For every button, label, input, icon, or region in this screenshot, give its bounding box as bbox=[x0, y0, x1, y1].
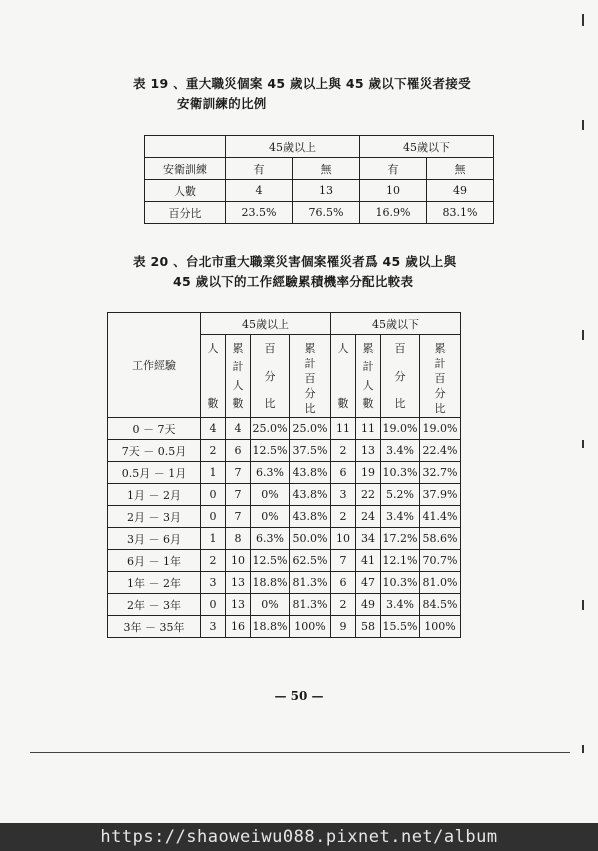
table-row bbox=[108, 594, 461, 616]
table-cell: 2 bbox=[331, 594, 356, 616]
margin-mark bbox=[582, 14, 584, 26]
table-cell: 43.8% bbox=[290, 462, 331, 484]
table-cell: 19.0% bbox=[420, 418, 461, 440]
subheader-char: 比 bbox=[394, 397, 406, 410]
table-cell: 10 bbox=[331, 528, 356, 550]
table-cell: 58 bbox=[356, 616, 381, 638]
table-cell: 12.5% bbox=[251, 550, 290, 572]
table-cell: 0% bbox=[251, 484, 290, 506]
table-cell: 0 bbox=[201, 506, 226, 528]
subheader-char: 數 bbox=[232, 396, 244, 410]
subheader-char: 數 bbox=[207, 397, 219, 410]
table20-group-above: 45歲以上 bbox=[201, 313, 331, 335]
row-label: 1年 － 2年 bbox=[108, 572, 201, 594]
table-cell: 11 bbox=[331, 418, 356, 440]
table-cell: 76.5% bbox=[293, 202, 360, 224]
table-cell: 11 bbox=[356, 418, 381, 440]
subheader-char: 數 bbox=[362, 396, 374, 410]
table-cell: 10.3% bbox=[381, 462, 420, 484]
table19 bbox=[144, 135, 494, 224]
margin-mark bbox=[582, 440, 584, 448]
row-label: 2月 － 3月 bbox=[108, 506, 201, 528]
row-label: 百分比 bbox=[145, 202, 226, 224]
subheader-char: 比 bbox=[434, 402, 446, 415]
subheader-char: 分 bbox=[434, 387, 446, 400]
table-cell: 無 bbox=[427, 158, 494, 180]
table-cell: 13 bbox=[226, 594, 251, 616]
table-cell: 12.5% bbox=[251, 440, 290, 462]
table-row bbox=[108, 528, 461, 550]
row-label: 6月 － 1年 bbox=[108, 550, 201, 572]
table-row bbox=[108, 572, 461, 594]
table-cell: 0% bbox=[251, 506, 290, 528]
subheader-stack bbox=[420, 335, 460, 417]
table-cell: 81.3% bbox=[290, 594, 331, 616]
table-cell: 18.8% bbox=[251, 616, 290, 638]
subheader-char: 計 bbox=[304, 357, 316, 370]
row-label: 3月 － 6月 bbox=[108, 528, 201, 550]
subheader-char: 百 bbox=[394, 342, 406, 355]
table-cell: 12.1% bbox=[381, 550, 420, 572]
table-cell: 3 bbox=[201, 616, 226, 638]
subheader-char: 百 bbox=[434, 372, 446, 385]
table-cell: 3 bbox=[331, 484, 356, 506]
table-cell: 13 bbox=[356, 440, 381, 462]
table20 bbox=[107, 312, 461, 638]
table-cell: 3.4% bbox=[381, 506, 420, 528]
subheader-stack bbox=[251, 335, 289, 417]
table-cell: 15.5% bbox=[381, 616, 420, 638]
table-cell: 19.0% bbox=[381, 418, 420, 440]
table20-subheader bbox=[420, 335, 461, 418]
subheader-stack bbox=[356, 335, 380, 417]
table-cell: 100% bbox=[290, 616, 331, 638]
subheader-char: 計 bbox=[434, 357, 446, 370]
table19-group-below: 45歲以下 bbox=[360, 136, 494, 158]
table-cell: 70.7% bbox=[420, 550, 461, 572]
table-row bbox=[145, 180, 494, 202]
subheader-char: 計 bbox=[362, 360, 374, 374]
subheader-char: 數 bbox=[337, 397, 349, 410]
subheader-char: 人 bbox=[207, 342, 219, 355]
table-cell: 37.5% bbox=[290, 440, 331, 462]
table19-caption-line2: 安衛訓練的比例 bbox=[177, 96, 267, 111]
table20-subheader bbox=[381, 335, 420, 418]
table19-corner-cell bbox=[145, 136, 226, 158]
table-cell: 0% bbox=[251, 594, 290, 616]
subheader-char: 人 bbox=[232, 378, 244, 392]
bottom-rule bbox=[30, 752, 570, 753]
table-cell: 100% bbox=[420, 616, 461, 638]
table20-subheader bbox=[201, 335, 226, 418]
subheader-stack bbox=[226, 335, 250, 417]
table-cell: 19 bbox=[356, 462, 381, 484]
table-cell: 2 bbox=[331, 506, 356, 528]
table-cell: 24 bbox=[356, 506, 381, 528]
table-cell: 2 bbox=[331, 440, 356, 462]
table-cell: 16.9% bbox=[360, 202, 427, 224]
table-cell: 無 bbox=[293, 158, 360, 180]
table-cell: 有 bbox=[360, 158, 427, 180]
table-row bbox=[108, 506, 461, 528]
table-cell: 有 bbox=[226, 158, 293, 180]
subheader-stack bbox=[290, 335, 330, 417]
table-cell: 81.3% bbox=[290, 572, 331, 594]
table-cell: 34 bbox=[356, 528, 381, 550]
table-cell: 22 bbox=[356, 484, 381, 506]
row-label: 3年 － 35年 bbox=[108, 616, 201, 638]
table-cell: 7 bbox=[226, 506, 251, 528]
table-cell: 50.0% bbox=[290, 528, 331, 550]
table-cell: 3.4% bbox=[381, 594, 420, 616]
table-cell: 32.7% bbox=[420, 462, 461, 484]
table20-caption-line1: 表 20 、台北市重大職業災害個案罹災者爲 45 歲以上與 bbox=[133, 254, 457, 269]
table-cell: 17.2% bbox=[381, 528, 420, 550]
table-cell: 62.5% bbox=[290, 550, 331, 572]
table-cell: 37.9% bbox=[420, 484, 461, 506]
row-label: 2年 － 3年 bbox=[108, 594, 201, 616]
table-cell: 0 bbox=[201, 594, 226, 616]
table20-group-row bbox=[108, 313, 461, 335]
table-row bbox=[145, 158, 494, 180]
table-cell: 13 bbox=[293, 180, 360, 202]
margin-mark bbox=[582, 600, 584, 610]
table-cell: 41.4% bbox=[420, 506, 461, 528]
row-label: 1月 － 2月 bbox=[108, 484, 201, 506]
table-cell: 4 bbox=[201, 418, 226, 440]
row-label: 人數 bbox=[145, 180, 226, 202]
subheader-char: 累 bbox=[362, 342, 374, 355]
margin-mark bbox=[582, 330, 584, 340]
subheader-stack bbox=[201, 335, 225, 417]
subheader-char: 分 bbox=[394, 369, 406, 383]
table-row bbox=[145, 202, 494, 224]
table20-group-below: 45歲以下 bbox=[331, 313, 461, 335]
table-row bbox=[108, 484, 461, 506]
subheader-char: 人 bbox=[337, 342, 349, 355]
table-row bbox=[108, 616, 461, 638]
subheader-char: 比 bbox=[264, 397, 276, 410]
table-row bbox=[108, 550, 461, 572]
subheader-char: 累 bbox=[304, 342, 316, 355]
table-cell: 13 bbox=[226, 572, 251, 594]
subheader-char: 累 bbox=[232, 342, 244, 355]
table-cell: 4 bbox=[226, 418, 251, 440]
table-cell: 16 bbox=[226, 616, 251, 638]
table-cell: 3.4% bbox=[381, 440, 420, 462]
row-label: 7天 － 0.5月 bbox=[108, 440, 201, 462]
table-cell: 10 bbox=[360, 180, 427, 202]
table-cell: 1 bbox=[201, 528, 226, 550]
table-row bbox=[108, 440, 461, 462]
table-cell: 4 bbox=[226, 180, 293, 202]
table-cell: 2 bbox=[201, 440, 226, 462]
table-row bbox=[108, 418, 461, 440]
table-cell: 49 bbox=[356, 594, 381, 616]
subheader-char: 人 bbox=[362, 378, 374, 392]
table-cell: 43.8% bbox=[290, 506, 331, 528]
table-cell: 1 bbox=[201, 462, 226, 484]
table-cell: 7 bbox=[331, 550, 356, 572]
table20-row-header: 工作經驗 bbox=[108, 313, 201, 418]
subheader-char: 計 bbox=[232, 360, 244, 374]
subheader-stack bbox=[331, 335, 355, 417]
table-cell: 81.0% bbox=[420, 572, 461, 594]
margin-mark bbox=[582, 745, 584, 753]
table20-caption-line2: 45 歲以下的工作經驗累積機率分配比較表 bbox=[173, 274, 414, 289]
table-cell: 18.8% bbox=[251, 572, 290, 594]
table20-subheader bbox=[226, 335, 251, 418]
table-cell: 47 bbox=[356, 572, 381, 594]
table20-subheader bbox=[356, 335, 381, 418]
table20-subheader bbox=[331, 335, 356, 418]
table19-group-above: 45歲以上 bbox=[226, 136, 360, 158]
table-cell: 6.3% bbox=[251, 462, 290, 484]
table-cell: 10.3% bbox=[381, 572, 420, 594]
table-cell: 2 bbox=[201, 550, 226, 572]
table-cell: 5.2% bbox=[381, 484, 420, 506]
table-cell: 7 bbox=[226, 484, 251, 506]
table-cell: 25.0% bbox=[251, 418, 290, 440]
table-cell: 49 bbox=[427, 180, 494, 202]
table-cell: 58.6% bbox=[420, 528, 461, 550]
row-label: 安衛訓練 bbox=[145, 158, 226, 180]
table19-caption bbox=[133, 74, 471, 114]
table-cell: 41 bbox=[356, 550, 381, 572]
row-label: 0 － 7天 bbox=[108, 418, 201, 440]
table-cell: 10 bbox=[226, 550, 251, 572]
table-cell: 8 bbox=[226, 528, 251, 550]
table-cell: 6 bbox=[226, 440, 251, 462]
table-cell: 9 bbox=[331, 616, 356, 638]
table19-header-row bbox=[145, 136, 494, 158]
table19-caption-line1: 表 19 、重大職災個案 45 歲以上與 45 歲以下罹災者接受 bbox=[133, 76, 471, 91]
table-row bbox=[108, 462, 461, 484]
table20-subheader bbox=[290, 335, 331, 418]
table-cell: 3 bbox=[201, 572, 226, 594]
table-cell: 23.5% bbox=[226, 202, 293, 224]
table-cell: 25.0% bbox=[290, 418, 331, 440]
table-cell: 7 bbox=[226, 462, 251, 484]
table20-caption bbox=[133, 252, 456, 292]
subheader-char: 百 bbox=[264, 342, 276, 355]
row-label: 0.5月 － 1月 bbox=[108, 462, 201, 484]
table20-subheader bbox=[251, 335, 290, 418]
page-number: — 50 — bbox=[274, 689, 324, 703]
subheader-char: 累 bbox=[434, 342, 446, 355]
table-cell: 84.5% bbox=[420, 594, 461, 616]
table-cell: 6.3% bbox=[251, 528, 290, 550]
table-cell: 6 bbox=[331, 572, 356, 594]
subheader-char: 分 bbox=[264, 369, 276, 383]
table-cell: 43.8% bbox=[290, 484, 331, 506]
watermark-url: https://shaoweiwu088.pixnet.net/album bbox=[0, 823, 598, 851]
subheader-char: 比 bbox=[304, 402, 316, 415]
table-cell: 83.1% bbox=[427, 202, 494, 224]
table-cell: 6 bbox=[331, 462, 356, 484]
subheader-char: 百 bbox=[304, 372, 316, 385]
subheader-stack bbox=[381, 335, 419, 417]
margin-mark bbox=[582, 120, 584, 130]
subheader-char: 分 bbox=[304, 387, 316, 400]
table-cell: 22.4% bbox=[420, 440, 461, 462]
table-cell: 0 bbox=[201, 484, 226, 506]
